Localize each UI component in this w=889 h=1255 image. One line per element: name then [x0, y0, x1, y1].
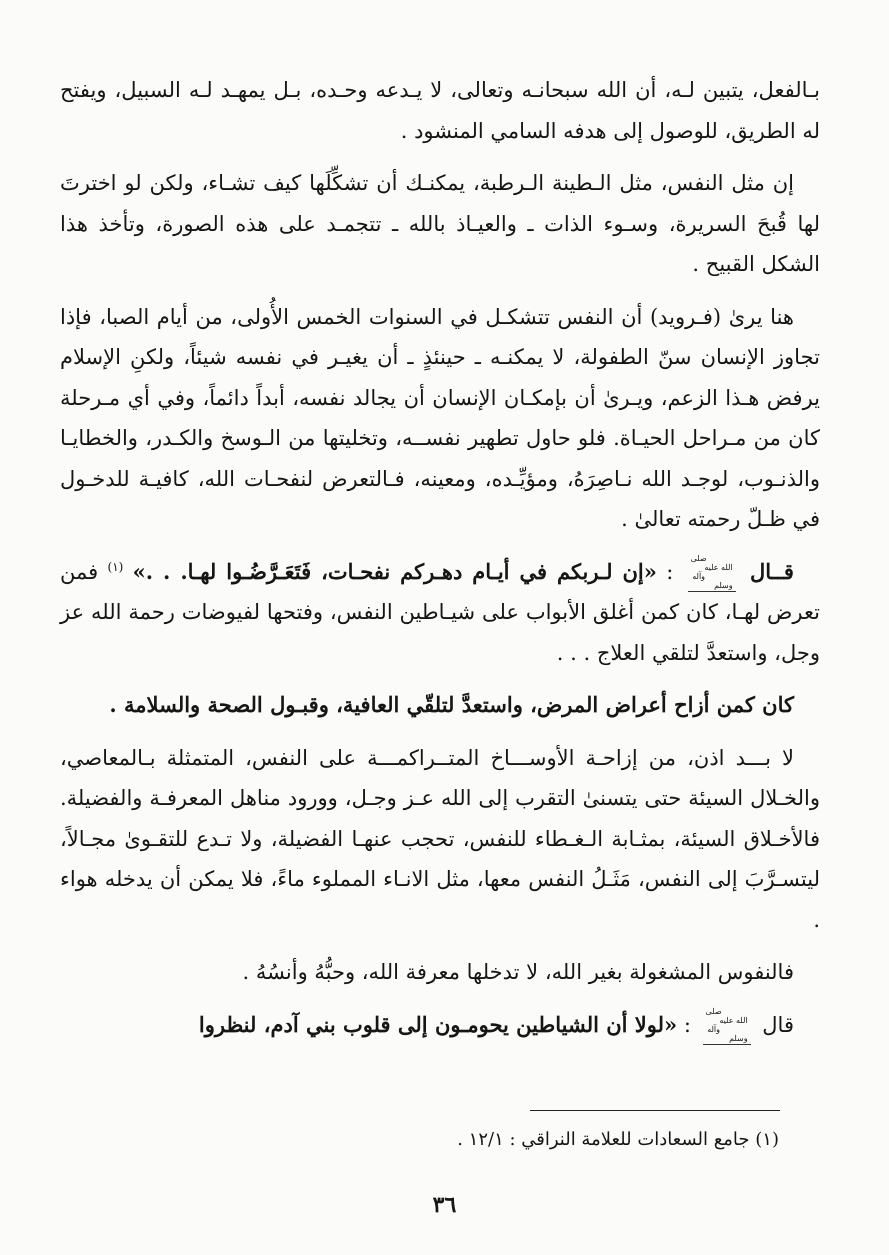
hadith-lead: قال: [762, 1012, 794, 1037]
footnote-reference[interactable]: (١): [107, 559, 124, 574]
paragraph-5: فالنفوس المشغولة بغير الله، لا تدخلها معرفة الله، وحبُّهُ وأنسُهُ .: [242, 960, 794, 984]
footnote: (١) جامع السعادات للعلامة النراقي : ١٢/١ .: [457, 1129, 779, 1150]
colon: :: [656, 559, 674, 584]
hadith-quote: «إن لـربكم في أيـام دهـركم نفحـات، فَتَعَـرَّضُـوا لهـا. . .»: [132, 558, 657, 584]
colon: :: [677, 1012, 691, 1037]
salawat-icon: صلى الله عليه وآله وسلم: [703, 1007, 751, 1045]
paragraph-bold: كان كمن أزاح أعراض المرض، واستعدَّ لتلقّي العافية، وقبـول الصحة والسلامة .: [109, 692, 794, 717]
hadith-commentary: فمن تعرض لهـا، كان كمن أغلق الأبواب على شيـاطين النفس، وفتحها لفيوضات رحمة الله عز وجل، واستعدَّ لتلقي العلاج . . .: [60, 559, 820, 665]
page-body: [60, 70, 820, 1057]
paragraph-4: لا بـــد اذن، من إزاحـة الأوســـاخ المتــراكمـــة على النفس، المتمثلة بـالمعاصي، والخـلال السيئة حتى يتسنىٰ التقرب إلى الله عـز وجـل، وورود مناهل المعرفـة والفضيلة. فالأخـلاق السيئة، بمثـابة الـغـطاء للنفس، تحجب عنهـا الفضيلة، ولا تـدع للتقـوىٰ مجـالاً، ليتسـرَّبَ إلى النفس، مَثَـلُ النفس معها، مثل الانـاء المملوء ماءً، فلا يمكن أن يدخله هواء .: [60, 745, 820, 932]
hadith-lead: قــال: [749, 558, 794, 584]
paragraph-1: بـالفعل، يتبين لـه، أن الله سبحانـه وتعالى، لا يـدعه وحـده، بـل يمهـد لـه السبيل، ويفتح له الطريق، للوصول إلى هدفه السامي المنشود .: [60, 78, 820, 143]
hadith-quote: «لولا أن الشياطين يحومـون إلى قلوب بني آدم، لنظروا: [198, 1011, 678, 1037]
paragraph-2: إن مثل النفس، مثل الـطينة الـرطبة، يمكنـك أن تشكِّلَها كيف تشـاء، ولكن لو اخترتَ لها قُبحَ السريرة، وسـوء الذات ـ والعيـاذ بالله ـ تتجمـد على هذه الصورة، وتأخذ هذا الشكل القبيح .: [60, 171, 820, 276]
footnote-divider: [530, 1110, 780, 1111]
hadith-paragraph-1: [60, 552, 820, 674]
salawat-icon: صلى الله عليه وآله وسلم: [688, 554, 736, 592]
paragraph-3: هنا يرىٰ (فـرويد) أن النفس تتشكـل في السنوات الخمس الأُولى، من أيام الصبا، فإذا تجاوز الإنسان سنّ الطفولة، لا يمكنـه ـ حينئذٍ ـ أن يغيـر في نفسه شيئاً، ولكنِ الإسلام يرفض هـذا الزعم، ويـرىٰ أن بإمكـان الإنسان أن يجالد نفسه، أبداً دائماً، وفي أي مـرحلة كان من مـراحل الحيـاة. فلو حاول تطهير نفســه، وتخليتها من الـوسخ والكـدر، والخطايـا والذنـوب، لوجـد الله نـاصِرَهُ، ومؤيِّـده، ومعينه، فـالتعرض لنفحـات الله، كافيـة للدخـول في ظـلّ رحمته تعالىٰ .: [60, 304, 820, 531]
page-number: ٣٦: [432, 1192, 457, 1218]
hadith-paragraph-2: [60, 1005, 820, 1046]
